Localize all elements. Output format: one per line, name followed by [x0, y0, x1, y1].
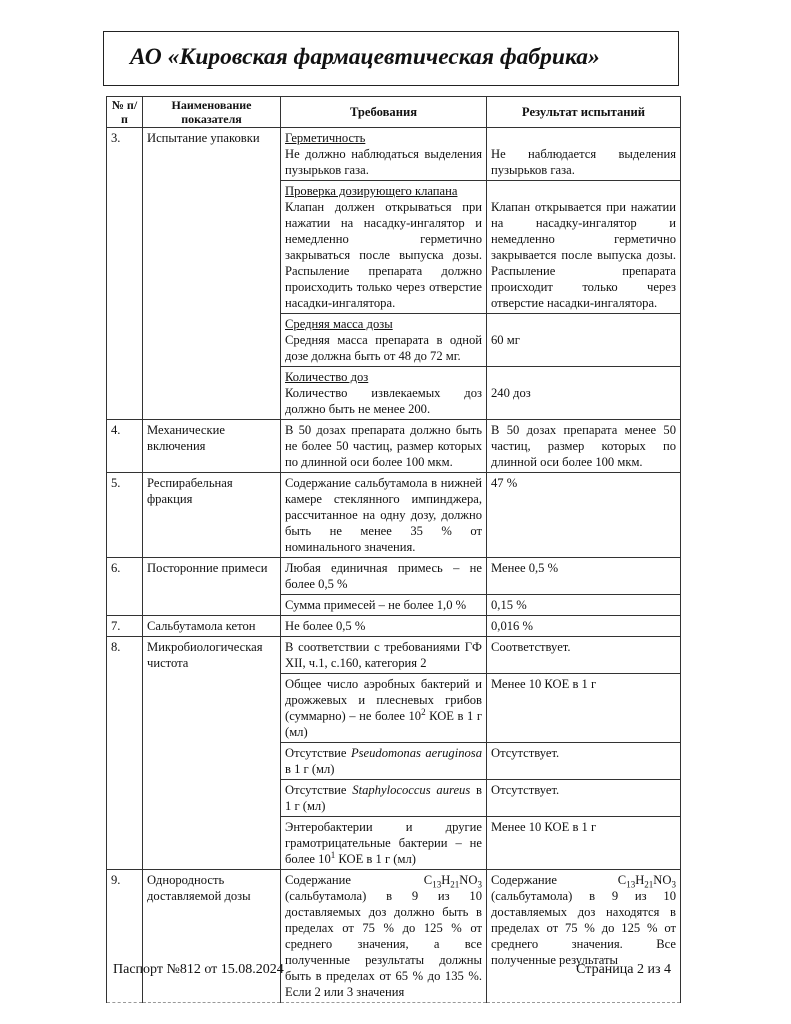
- result-cell: [487, 367, 681, 420]
- result-cell: 0,15 %: [487, 595, 681, 616]
- req-cell: [281, 870, 487, 1003]
- result-cell: [487, 128, 681, 181]
- req-cell: [281, 817, 487, 870]
- specification-table: [106, 96, 681, 1003]
- req-cell: Сумма примесей – не более 1,0 %: [281, 595, 487, 616]
- req-cell: [281, 743, 487, 780]
- req-text: (сальбутамола) в 9 из 10 доставляемых доз должно быть в пределах от 75 % до 125 % от среднего значения, а все полученные результаты должны быть в пределах от 65 % до 135 %. Если 2 или 3 значения: [285, 889, 482, 999]
- header-box: [103, 31, 679, 86]
- row-name: Микробиологическая чистота: [143, 637, 281, 870]
- req-cell: [281, 314, 487, 367]
- req-text: Отсутствие: [285, 783, 353, 797]
- req-cell: [281, 367, 487, 420]
- formula-sub: 3: [477, 879, 482, 890]
- req-cell: [281, 780, 487, 817]
- result-text: (сальбутамола) в 9 из 10 доставляемых доз находятся в пределах от 75 % до 125 % от среднего значения. Все полученные результаты: [491, 889, 676, 967]
- req-text: КОЕ в 1 г (мл): [335, 852, 416, 866]
- req-sup: 2: [421, 706, 426, 717]
- company-title: АО «Кировская фармацевтическая фабрика»: [130, 44, 600, 70]
- row-name: Однородность доставляемой дозы: [143, 870, 281, 1003]
- req-cell: Не более 0,5 %: [281, 616, 487, 637]
- table-row: [107, 128, 681, 181]
- formula-part: H: [441, 873, 451, 887]
- row-name: Испытание упаковки: [143, 128, 281, 420]
- result-cell: 0,016 %: [487, 616, 681, 637]
- result-cell: Менее 0,5 %: [487, 558, 681, 595]
- row-num: 8.: [107, 637, 143, 870]
- formula-part: H: [635, 873, 645, 887]
- req-text: Отсутствие: [285, 746, 351, 760]
- row-name: Сальбутамола кетон: [143, 616, 281, 637]
- formula-part: NO: [459, 873, 478, 887]
- formula-sub: 21: [450, 879, 460, 890]
- formula-sub: 13: [626, 879, 636, 890]
- row-name: Механические включения: [143, 420, 281, 473]
- sub-title: Герметичность: [285, 131, 366, 145]
- result-cell: Менее 10 КОЕ в 1 г: [487, 674, 681, 743]
- formula-sub: 21: [644, 879, 654, 890]
- formula-sub: 3: [671, 879, 676, 890]
- req-text: Клапан должен открываться при нажатии на насадку-ингалятор и немедленно герметично закрываться после выпуска дозы. Распыление препарата должно происходить только через отверстие насадки-ингалятора.: [285, 200, 482, 310]
- req-cell: [281, 181, 487, 314]
- sub-title: Средняя масса дозы: [285, 317, 393, 331]
- sub-title: Проверка дозирующего клапана: [285, 184, 458, 198]
- req-cell: В 50 дозах препарата должно быть не более 50 частиц, размер которых по длинной оси более 100 мкм.: [281, 420, 487, 473]
- req-cell: В соответствии с требованиями ГФ XII, ч.1, с.160, категория 2: [281, 637, 487, 674]
- table-row: [107, 870, 681, 1003]
- req-text: Не должно наблюдаться выделения пузырьков газа.: [285, 147, 482, 177]
- result-text: Содержание C: [491, 873, 627, 887]
- header-name: Наименование показателя: [143, 97, 281, 128]
- req-sup: 1: [330, 849, 336, 860]
- table-header-row: [107, 97, 681, 128]
- req-text: Энтеробактерии и другие грамотрицательные бактерии – не более 10: [285, 820, 482, 866]
- row-name: Респирабельная фракция: [143, 473, 281, 558]
- req-cell: [281, 128, 487, 181]
- formula-part: NO: [653, 873, 672, 887]
- req-cell: Любая единичная примесь – не более 0,5 %: [281, 558, 487, 595]
- row-name: Посторонние примеси: [143, 558, 281, 616]
- row-num: 4.: [107, 420, 143, 473]
- req-text: Общее число аэробных бактерий и дрожжевых и плесневых грибов (суммарно) – не более 10: [285, 677, 482, 723]
- result-cell: [487, 181, 681, 314]
- req-organism: Pseudomonas aeruginosa: [350, 746, 482, 760]
- result-cell: Менее 10 КОЕ в 1 г: [487, 817, 681, 870]
- row-num: 3.: [107, 128, 143, 420]
- result-text: 240 доз: [491, 386, 531, 400]
- result-text: Клапан открывается при нажатии на насадку-ингалятор и немедленно герметично закрывается после выпуска дозы. Распыление препарата происходит только через отверстие насадки-ингалятора.: [491, 200, 676, 310]
- req-text: в 1 г (мл): [285, 783, 482, 813]
- row-num: 7.: [107, 616, 143, 637]
- req-text: Количество извлекаемых доз должно быть не менее 200.: [285, 386, 482, 416]
- result-cell: Соответствует.: [487, 637, 681, 674]
- formula-sub: 13: [432, 879, 442, 890]
- table-row: [107, 616, 681, 637]
- req-organism: Staphylococcus aureus: [352, 783, 471, 797]
- footer-passport: Паспорт №812 от 15.08.2024: [113, 962, 284, 977]
- req-text: Средняя масса препарата в одной дозе должна быть от 48 до 72 мг.: [285, 333, 482, 363]
- result-cell: Отсутствует.: [487, 780, 681, 817]
- req-cell: Содержание сальбутамола в нижней камере стеклянного импинджера, рассчитанное на одну дозу, должно быть не менее 35 % от номинального значения.: [281, 473, 487, 558]
- req-text: Содержание C: [285, 873, 433, 887]
- result-cell: [487, 314, 681, 367]
- req-text: в 1 г (мл): [285, 762, 335, 776]
- result-text: 60 мг: [491, 333, 520, 347]
- result-cell: [487, 870, 681, 1003]
- header-num: № п/п: [107, 97, 143, 128]
- footer-page-number: Страница 2 из 4: [576, 962, 671, 977]
- table-row: [107, 473, 681, 558]
- result-cell: В 50 дозах препарата менее 50 частиц, размер которых по длинной оси более 100 мкм.: [487, 420, 681, 473]
- row-num: 6.: [107, 558, 143, 616]
- table-row: [107, 420, 681, 473]
- sub-title: Количество доз: [285, 370, 369, 384]
- req-cell: [281, 674, 487, 743]
- row-num: 5.: [107, 473, 143, 558]
- header-result: Результат испытаний: [487, 97, 681, 128]
- table-row: [107, 558, 681, 595]
- table-row: [107, 637, 681, 674]
- result-cell: Отсутствует.: [487, 743, 681, 780]
- result-text: Не наблюдается выделения пузырьков газа.: [491, 147, 676, 177]
- req-text: КОЕ в 1 г (мл): [285, 709, 482, 739]
- result-cell: 47 %: [487, 473, 681, 558]
- row-num: 9.: [107, 870, 143, 1003]
- header-requirements: Требования: [281, 97, 487, 128]
